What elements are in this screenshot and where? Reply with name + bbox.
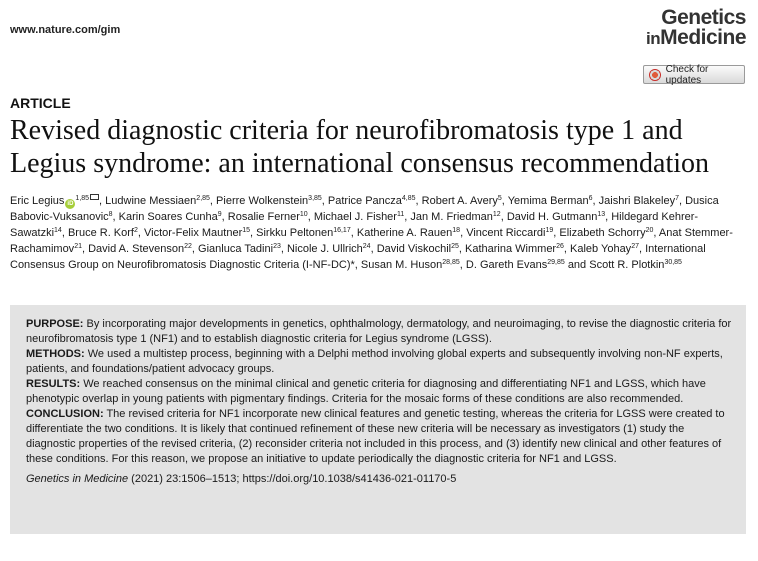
author-name[interactable]: Scott R. Plotkin [589, 259, 665, 271]
abstract-text: We used a multistep process, beginning with a Delphi method involving global experts and subsequently involving non-NF experts, patients, and foundations/patient advocacy groups. [26, 348, 723, 375]
abstract-heading: PURPOSE: [26, 318, 84, 330]
author-affiliation[interactable]: 2 [133, 227, 138, 234]
abstract-heading: METHODS: [26, 348, 85, 360]
author-name[interactable]: Dusica Babovic-Vuksanovic [10, 195, 719, 223]
author-name[interactable]: Kaleb Yohay [570, 243, 632, 255]
author-name[interactable]: Susan M. Huson [360, 259, 443, 271]
author-name[interactable]: Elizabeth Schorry [559, 227, 646, 239]
author-affiliation[interactable]: 28,85 [442, 259, 460, 266]
author-name[interactable]: David Viskochil [376, 243, 452, 255]
author-affiliation[interactable]: 8 [108, 211, 113, 218]
citation-details: (2021) 23:1506–1513; https://doi.org/10.1038/s41436-021-01170-5 [128, 473, 457, 485]
author-name[interactable]: D. Gareth Evans [465, 259, 548, 271]
author-name[interactable]: Eric Legius [10, 195, 65, 207]
author-name[interactable]: Robert A. Avery [421, 195, 498, 207]
author-affiliation[interactable]: 12 [492, 211, 501, 218]
orcid-icon[interactable]: iD [67, 201, 74, 207]
author-conjunction: and [567, 259, 590, 271]
logo-line2: Medicine [660, 26, 746, 49]
author-name[interactable]: Karin Soares Cunha [118, 211, 218, 223]
author-affiliation[interactable]: 18 [452, 227, 461, 234]
abstract-text: The revised criteria for NF1 incorporate new clinical features and genetic testing, whereas the criteria for LGSS were created to differentiate the two conditions. It is likely that continued refinement of these new criteria will be necessary as investigators (1) study the diagnostic properties of the revised criteria, (2) reconsider criteria not included in this process, and (3) identify new clinical and other features of these conditions. For this reason, we propose an initiative to update periodically the diagnostic criteria for NF1 and LGSS. [26, 408, 725, 465]
author-list: Eric Legius iD$^{1,85}$ , Ludwine Messiaen$^{2,85}$, Pierre Wolkenstein$^{3,85}$, Patrice Pancza$^{4,85}$, Robert A. Avery$^5$, Yemima Berman$^6$, Jaishri Blakeley$^7$, Dusica Babovic-Vuksanovic$^8$, Karin Soares Cunha$^9$, Rosalie Ferner$^{10}$, Michael J. Fisher$^{11}$, Jan M. Friedman$^{12}$, David H. Gutmann$^{13}$, Hildegard Kehrer-Sawatzki$^{14}$, Bruce R. Korf$^2$, Victor-Felix Mautner$^{15}$, Sirkku Peltonen$^{16,17}$, Katherine A. Rauen$^{18}$, Vincent Riccardi$^{19}$, Elizabeth Schorry$^{20}$, Anat Stemmer-Rachamimov$^{21}$, David A. Stevenson$^{22}$, Gianluca Tadini$^{23}$, Nicole J. Ullrich$^{24}$, David Viskochil$^{25}$, Katharina Wimmer$^{26}$, Kaleb Yohay$^{27}$, International Consensus Group on Neurofibromatosis Diagnostic Criteria (I-NF-DC)*, Susan M. Huson$^{28,85}$, D. Gareth Evans$^{29,85}$ and Scott R. Plotkin$^{30,85}$ [10, 195, 733, 271]
author-affiliation[interactable]: 22 [184, 243, 192, 250]
article-type-label: ARTICLE [10, 95, 71, 111]
author-affiliation[interactable]: 2,85 [196, 195, 210, 202]
author-name[interactable]: Nicole J. Ullrich [286, 243, 363, 255]
check-for-updates-button[interactable] [643, 65, 745, 84]
author-name[interactable]: Katherine A. Rauen [356, 227, 453, 239]
author-affiliation[interactable]: 30,85 [664, 259, 682, 266]
author-affiliation[interactable]: 29,85 [547, 259, 565, 266]
author-affiliation[interactable]: 10 [299, 211, 308, 218]
citation-journal: Genetics in Medicine [26, 473, 129, 485]
author-affiliation[interactable]: 9 [217, 211, 222, 218]
author-affiliation[interactable]: 23 [273, 243, 281, 250]
author-name[interactable]: Michael J. Fisher [313, 211, 397, 223]
article-title: Revised diagnostic criteria for neurofibromatosis type 1 and Legius syndrome: an international consensus recommendation [10, 115, 710, 179]
author-name[interactable]: Katharina Wimmer [465, 243, 557, 255]
journal-url[interactable]: www.nature.com/gim [10, 24, 121, 36]
author-name[interactable]: David H. Gutmann [506, 211, 598, 223]
check-for-updates-label: Check for updates [665, 63, 709, 86]
logo-in: in [646, 29, 661, 48]
author-affiliation[interactable]: 15 [242, 227, 251, 234]
author-affiliation[interactable]: 14 [54, 227, 62, 234]
author-name[interactable]: Vincent Riccardi [466, 227, 546, 239]
logo-line1: Genetics [661, 6, 746, 29]
envelope-icon[interactable] [90, 194, 99, 200]
author-name[interactable]: Jaishri Blakeley [598, 195, 676, 207]
author-affiliation[interactable]: 24 [362, 243, 371, 250]
author-name[interactable]: Rosalie Ferner [227, 211, 300, 223]
author-name[interactable]: Hildegard Kehrer-Sawatzki [10, 211, 699, 239]
author-name[interactable]: Gianluca Tadini [198, 243, 274, 255]
author-name[interactable]: David A. Stevenson [88, 243, 185, 255]
author-name[interactable]: Ludwine Messiaen [105, 195, 197, 207]
author-name[interactable]: Bruce R. Korf [67, 227, 134, 239]
author-affiliation[interactable]: 11 [396, 211, 405, 218]
abstract-text: We reached consensus on the minimal clinical and genetic criteria for diagnosing and differentiating NF1 and LGSS, which have phenotypic overlap in young patients with pigmentary findings. Criteria for the mosaic forms of these conditions are also recommended. [26, 378, 706, 405]
abstract-box [10, 305, 746, 534]
abstract-heading: RESULTS: [26, 378, 81, 390]
author-affiliation[interactable]: 6 [588, 195, 593, 202]
author-affiliation[interactable]: 20 [645, 227, 654, 234]
abstract-section [26, 377, 732, 407]
abstract-section [26, 317, 732, 347]
author-affiliation[interactable]: 26 [556, 243, 564, 250]
journal-logo [646, 8, 746, 50]
author-affiliation[interactable]: 25 [451, 243, 459, 250]
author-name[interactable]: Jan M. Friedman [410, 211, 493, 223]
author-affiliation[interactable]: 21 [74, 243, 82, 250]
author-affiliation[interactable]: 5 [497, 195, 502, 202]
author-name[interactable]: International Consensus Group on Neurofibromatosis Diagnostic Criteria (I-NF-DC)* [10, 243, 706, 271]
author-name[interactable]: Yemima Berman [507, 195, 589, 207]
author-affiliation[interactable]: 1,85 [75, 195, 90, 202]
author-affiliation[interactable]: 4,85 [401, 195, 416, 202]
abstract-text: By incorporating major developments in genetics, ophthalmology, dermatology, and neuroimaging, to revise the diagnostic criteria for neurofibromatosis type 1 (NF1) and to establish diagnostic criteria for Legius syndrome (LGSS). [26, 318, 732, 345]
author-affiliation[interactable]: 7 [675, 195, 679, 202]
author-name[interactable]: Anat Stemmer-Rachamimov [10, 227, 733, 255]
author-name[interactable]: Patrice Pancza [327, 195, 402, 207]
abstract-section [26, 407, 732, 467]
abstract-section [26, 347, 732, 377]
author-name[interactable]: Victor-Felix Mautner [144, 227, 243, 239]
author-affiliation[interactable]: 27 [631, 243, 639, 250]
author-affiliation[interactable]: 16,17 [333, 227, 351, 234]
author-affiliation[interactable]: 3,85 [308, 195, 322, 202]
author-name[interactable]: Pierre Wolkenstein [216, 195, 309, 207]
citation-line [26, 472, 732, 487]
abstract-heading: CONCLUSION: [26, 408, 104, 420]
crossmark-icon [649, 69, 661, 81]
author-name[interactable]: Sirkku Peltonen [256, 227, 334, 239]
author-affiliation[interactable]: 13 [597, 211, 606, 218]
author-affiliation[interactable]: 19 [545, 227, 554, 234]
